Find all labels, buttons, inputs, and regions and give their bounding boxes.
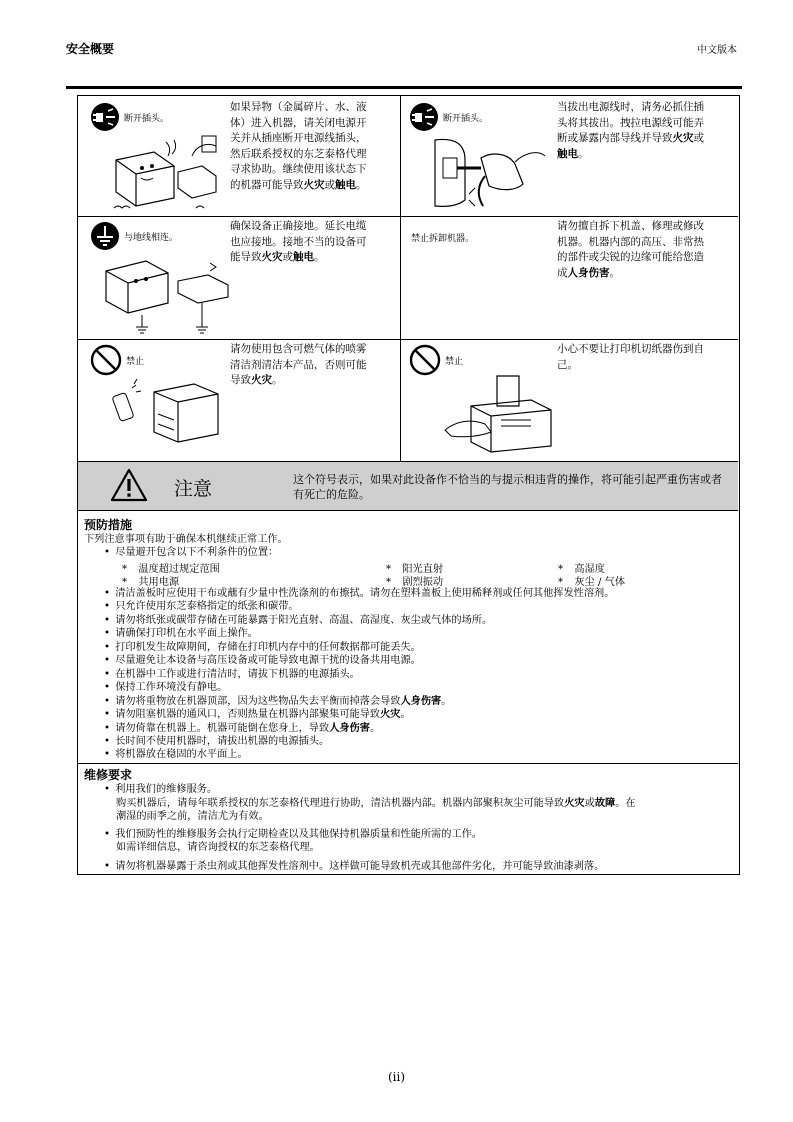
prevention-bullet: • 在机器中工作或进行清洁时，请拔下机器的电源插头。 (103, 669, 360, 680)
maintenance-text: 如需详细信息，请咨询授权的东芝泰格代理。 (116, 842, 320, 853)
safety-cell-ground (78, 217, 400, 339)
cell-text-line: 断或暴露内部导线并导致 (557, 132, 673, 144)
cell-text-line: 导致 (230, 374, 251, 386)
unplug-icon (409, 102, 439, 132)
caution-title: 注意 (174, 478, 213, 500)
condition-item: * 温度超过规定范围 (122, 564, 220, 575)
cell-text-line: 己。 (557, 358, 578, 371)
warning-emphasis: 火灾 (303, 178, 325, 191)
cell-text-line: 关并从插座断开电源线插头， (230, 132, 367, 144)
printer-spill-illustration (106, 132, 226, 212)
cell-text-line: 成 (557, 266, 568, 279)
prevention-bullet: • 打印机发生故障期间，存储在打印机内存中的任何数据都可能丢失。 (103, 642, 421, 653)
condition-item: * 高湿度 (558, 564, 605, 575)
cell-text-line: 小心不要让打印机切纸器伤到自 (557, 343, 704, 355)
spray-can-printer-illustration (106, 378, 226, 458)
header-edition: 中文版本 (697, 45, 737, 56)
prevention-bullet: • 保持工作环境没有静电。 (103, 682, 228, 693)
safety-cell-unplug-foreign (78, 96, 400, 216)
maintenance-bullet: • 利用我们的维修服务。 (103, 784, 218, 795)
caution-description: 这个符号表示，如果对此设备作不恰当的与提示相违背的操作，将可能引起严重伤害或者有死亡的危险。 (293, 473, 722, 501)
warning-emphasis: 火灾 (564, 797, 585, 809)
symbol-label: 断开插头。 (443, 113, 489, 124)
prohibit-icon (409, 344, 441, 376)
safety-cell-no-spray (78, 340, 400, 461)
symbol-label: 与地线相连。 (124, 232, 179, 243)
warning-emphasis: 火灾 (672, 132, 694, 144)
cell-text-period: 。 (578, 147, 589, 160)
symbol-label: 禁止拆卸机器。 (411, 234, 475, 244)
cell-text-line: 然后联系授权的东芝泰格代理 (230, 147, 367, 160)
condition-item: * 阳光直射 (386, 564, 444, 575)
warning-triangle-icon (110, 467, 148, 503)
prevention-bullet: • 请勿将重物放在机器顶部，因为这些物品失去平衡而掉落会导致人身伤害。 (103, 695, 452, 707)
page-number: (ii) (387, 1070, 406, 1084)
cell-text-period: 。 (356, 178, 367, 191)
header-section-title: 安全概要 (66, 42, 115, 56)
cell-text-line: 寻求协助。继续使用该状态下 (230, 163, 367, 175)
hand-pulling-plug-illustration (429, 132, 549, 212)
maintenance-bullet: • 我们预防性的维修服务会执行定期检查以及其他保持机器质量和性能所需的工作。 (103, 829, 482, 840)
section-divider (78, 763, 738, 764)
warning-emphasis: 触电 (335, 178, 356, 191)
prohibit-icon (90, 344, 122, 376)
cell-text-period: 。 (272, 374, 283, 386)
ground-icon (90, 221, 120, 251)
cell-text-line: 的机器可能导致 (230, 178, 304, 191)
prevention-bullet: • 请确保打印机在水平面上操作。 (103, 628, 258, 639)
prevention-bullet: • 尽量避免让本设备与高压设备或可能导致电源干扰的设备共用电源。 (103, 655, 421, 666)
maintenance-title: 维修要求 (84, 768, 133, 782)
maintenance-text: 购买机器后，请每年联系授权的东芝泰格代理进行协助，清洁机器内部。机器内部聚积灰尘可能导致火灾或故障。在 (116, 797, 636, 809)
prevention-title: 预防措施 (84, 518, 133, 532)
cell-text-line: 能导致 (230, 251, 262, 263)
cell-text-connector: 或 (282, 251, 293, 263)
prevention-bullet: • 只允许使用东芝泰格指定的纸张和碳带。 (103, 601, 299, 612)
warning-emphasis: 火灾 (380, 708, 401, 720)
condition-item: * 共用电源 (122, 577, 180, 588)
grounded-printers-illustration (102, 253, 232, 337)
safety-frame (77, 95, 740, 875)
cell-text-line: 头将其拔出。拽拉电源线可能弄 (557, 116, 704, 129)
unplug-icon (90, 102, 120, 132)
symbol-label: 断开插头。 (124, 113, 170, 124)
cell-text-line: 当拔出电源线时，请务必抓住插 (557, 101, 704, 113)
prevention-bullet: • 长时间不使用机器时，请拔出机器的电源插头。 (103, 736, 330, 747)
cell-text-line: 如果异物（金属碎片、水、液 (230, 101, 367, 113)
printer-cutter-hand-illustration (441, 370, 561, 456)
symbol-label: 禁止 (126, 356, 145, 367)
header-rule (66, 86, 742, 89)
cell-text-line: 体）进入机器，请关闭电源开 (230, 116, 367, 129)
warning-emphasis: 人身伤害 (567, 266, 610, 279)
prevention-bullet: • 请勿倚靠在机器上。机器可能倒在您身上，导致人身伤害。 (103, 722, 381, 734)
warning-emphasis: 人身伤害 (329, 722, 370, 734)
cell-text-line: 清洁剂清洁本产品，否则可能 (230, 358, 367, 371)
cell-text-line: 确保设备正确接地。延长电缆 (230, 220, 367, 232)
prevention-bullet: • 清洁盖板时应使用干布或蘸有少量中性洗涤剂的布擦拭。请勿在塑料盖板上使用稀释剂或任何其他挥发性溶剂。 (103, 588, 615, 599)
prevention-bullet: • 请勿阻塞机器的通风口，否则热量在机器内部聚集可能导致火灾。 (103, 708, 411, 720)
warning-emphasis: 人身伤害 (400, 695, 442, 707)
cell-text-connector: 或 (324, 178, 335, 191)
cell-text-line: 的部件或尖锐的边缘可能给您造 (557, 251, 704, 263)
warning-emphasis: 火灾 (261, 251, 283, 263)
cell-text-line: 机器。机器内部的高压、非常热 (557, 235, 704, 248)
maintenance-bullet: • 请勿将机器暴露于杀虫剂或其他挥发性溶剂中。这样做可能导致机壳或其他部件劣化，并可能导致油漆剥落。 (103, 861, 605, 872)
symbol-label: 禁止 (445, 356, 464, 367)
prevention-intro: 下列注意事项有助于确保本机继续正常工作。 (84, 534, 288, 545)
condition-item: * 灰尘 / 气体 (558, 577, 626, 588)
maintenance-text: 潮湿的雨季之前，清洁尤为有效。 (116, 811, 269, 822)
safety-cell-unplug-grip (401, 96, 738, 216)
warning-emphasis: 故障 (594, 797, 616, 809)
safety-cell-cutter (401, 340, 738, 461)
cell-text-line: 请勿擅自拆下机盖、修理或修改 (557, 220, 704, 232)
warning-emphasis: 触电 (293, 251, 314, 263)
prevention-bullet: • 请勿将纸张或碳带存储在可能暴露于阳光直射、高温、高湿度、灰尘或气体的场所。 (103, 615, 493, 626)
caution-banner (78, 461, 738, 511)
cell-text-line: 请勿使用包含可燃气体的喷雾 (230, 343, 367, 355)
cell-text-line: 也应接地。接地不当的设备可 (230, 235, 367, 248)
safety-cell-no-disassemble (401, 217, 738, 339)
warning-emphasis: 火灾 (251, 374, 272, 386)
cell-text-period: 。 (314, 251, 325, 263)
prevention-bullet: • 将机器放在稳固的水平面上。 (103, 749, 248, 760)
condition-item: * 剧烈振动 (386, 577, 444, 588)
cell-text-period: 。 (609, 266, 620, 279)
prevention-avoid: • 尽量避开包含以下不利条件的位置： (103, 547, 279, 558)
warning-emphasis: 触电 (557, 147, 578, 160)
cell-text-connector: 或 (693, 132, 704, 144)
